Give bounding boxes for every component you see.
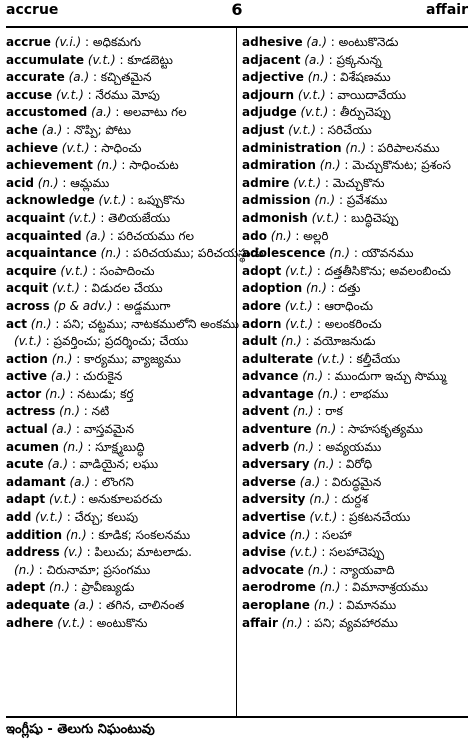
telugu-meaning: : ఒప్పుకొను bbox=[126, 193, 185, 208]
headword: actual bbox=[6, 422, 48, 437]
dictionary-entry bbox=[6, 439, 231, 457]
telugu-meaning: : అల్లరి bbox=[291, 228, 329, 243]
headword: advance bbox=[242, 369, 299, 384]
dictionary-entry bbox=[6, 140, 231, 158]
header-first-word: accrue bbox=[6, 2, 59, 18]
part-of-speech: (n.) bbox=[96, 158, 118, 173]
headword: adversity bbox=[242, 492, 306, 507]
dictionary-entry bbox=[242, 280, 467, 298]
part-of-speech: (n.) bbox=[59, 404, 80, 419]
telugu-meaning: : పని; చట్టము; నాటకములోని అంకము bbox=[51, 316, 240, 331]
headword: acquire bbox=[6, 263, 57, 278]
dictionary-entry bbox=[242, 509, 467, 527]
dictionary-entry bbox=[242, 456, 467, 474]
telugu-meaning: : దత్తు bbox=[326, 281, 361, 296]
telugu-meaning: : సూక్ష్మబుద్ధి bbox=[83, 439, 145, 454]
part-of-speech: (n.) bbox=[307, 70, 329, 85]
telugu-meaning: : కూడిక; సంకలనము bbox=[86, 527, 191, 542]
dictionary-entry bbox=[6, 544, 231, 579]
part-of-speech: (v.t.) bbox=[55, 87, 84, 102]
telugu-meaning: : మెచ్చుకొను bbox=[321, 175, 385, 190]
entry-continuation bbox=[6, 562, 231, 580]
headword: adjourn bbox=[242, 87, 295, 102]
part-of-speech: (a.) bbox=[50, 369, 72, 384]
headword: adoption bbox=[242, 281, 303, 296]
part-of-speech: (n.) bbox=[44, 386, 66, 401]
part-of-speech: (n.) bbox=[292, 404, 314, 419]
dictionary-entry bbox=[6, 192, 231, 210]
headword: advantage bbox=[242, 386, 314, 401]
telugu-meaning: : ప్రావీణ్యుడు bbox=[69, 580, 135, 595]
telugu-meaning: : అడ్డముగా bbox=[112, 298, 171, 313]
headword: acquit bbox=[6, 281, 49, 296]
part-of-speech: (v.t.) bbox=[289, 545, 318, 560]
telugu-meaning: : విశేషణము bbox=[328, 70, 391, 85]
part-of-speech: (a.) bbox=[51, 422, 73, 437]
part-of-speech: (a.) bbox=[299, 474, 321, 489]
telugu-meaning: : అవ్యయము bbox=[313, 439, 382, 454]
telugu-meaning: : కచ్చితమైన bbox=[89, 70, 152, 85]
telugu-meaning: : కల్తీచేయు bbox=[344, 351, 401, 366]
part-of-speech: (v.) bbox=[63, 545, 83, 560]
telugu-meaning: : రాక bbox=[313, 404, 343, 419]
part-of-speech: (n.) bbox=[270, 228, 292, 243]
dictionary-entry bbox=[6, 386, 231, 404]
part-of-speech: (v.t.) bbox=[52, 281, 80, 296]
headword: adept bbox=[6, 580, 46, 595]
part-of-speech: (n.) bbox=[307, 562, 329, 577]
dictionary-entry bbox=[242, 562, 467, 580]
headword: admonish bbox=[242, 210, 308, 225]
book-title-footer: ఇంగ్లీషు - తెలుగు నిఘంటువు bbox=[6, 722, 155, 737]
headword: advent bbox=[242, 404, 289, 419]
dictionary-entry bbox=[242, 421, 467, 439]
part-of-speech: (n.) bbox=[302, 369, 324, 384]
headword: accurate bbox=[6, 70, 65, 85]
dictionary-entry bbox=[242, 263, 467, 281]
telugu-meaning: : సలహాచెప్పు bbox=[317, 545, 385, 560]
part-of-speech: (n.) bbox=[315, 422, 337, 437]
dictionary-entry bbox=[6, 403, 231, 421]
headword: acquaintance bbox=[6, 246, 97, 261]
part-of-speech: (v.t.) bbox=[288, 122, 316, 137]
dictionary-entry bbox=[242, 34, 467, 52]
header-rule bbox=[6, 26, 468, 28]
part-of-speech: (n.) bbox=[280, 334, 302, 349]
telugu-meaning: : సాధించు bbox=[89, 140, 142, 155]
part-of-speech: (v.t.) bbox=[293, 175, 322, 190]
page-number: 6 bbox=[231, 0, 243, 19]
headword: adopt bbox=[242, 263, 282, 278]
dictionary-entry bbox=[6, 52, 231, 70]
telugu-meaning: : లొంగని bbox=[90, 474, 134, 489]
dictionary-entry bbox=[242, 140, 467, 158]
part-of-speech: (a.) bbox=[304, 52, 325, 67]
telugu-meaning: : లాభము bbox=[338, 386, 389, 401]
dictionary-entry bbox=[6, 175, 231, 193]
dictionary-entry bbox=[6, 87, 231, 105]
telugu-meaning: : అలంకరించు bbox=[313, 316, 382, 331]
part-of-speech: (n.) bbox=[48, 580, 70, 595]
part-of-speech: (v.t.) bbox=[35, 510, 63, 525]
telugu-meaning: : యౌవనము bbox=[350, 246, 414, 261]
headword: administration bbox=[242, 140, 342, 155]
headword: adjust bbox=[242, 122, 285, 137]
headword: addition bbox=[6, 527, 63, 542]
telugu-meaning: : తీర్పుచెప్పు bbox=[328, 105, 391, 120]
headword: action bbox=[6, 351, 48, 366]
part-of-speech: (n.) bbox=[309, 492, 331, 507]
part-of-speech: (v.t.) bbox=[300, 105, 329, 120]
part-of-speech: (n.) bbox=[14, 562, 35, 577]
dictionary-entry bbox=[242, 544, 467, 562]
telugu-meaning: : దుర్దశ bbox=[330, 492, 369, 507]
headword: accuse bbox=[6, 87, 53, 102]
headword: actress bbox=[6, 404, 56, 419]
dictionary-entry bbox=[242, 439, 467, 457]
telugu-meaning: : అనుకూలపరచు bbox=[76, 492, 163, 507]
headword: adorn bbox=[242, 316, 282, 331]
headword: acute bbox=[6, 457, 44, 472]
part-of-speech: (a.) bbox=[47, 457, 68, 472]
headword: add bbox=[6, 510, 32, 525]
part-of-speech: (v.i.) bbox=[54, 35, 82, 49]
dictionary-entry bbox=[6, 615, 231, 633]
dictionary-entry bbox=[6, 280, 231, 298]
part-of-speech: (a.) bbox=[41, 122, 63, 137]
headword: ado bbox=[242, 228, 267, 243]
dictionary-entry bbox=[242, 579, 467, 597]
header-last-word: affair bbox=[426, 2, 468, 18]
dictionary-entry bbox=[6, 509, 231, 527]
telugu-meaning: : పరిచయము; పరిచయస్థుడు bbox=[121, 246, 264, 261]
headword: admission bbox=[242, 193, 311, 208]
part-of-speech: (p & adv.) bbox=[53, 298, 113, 313]
telugu-meaning: : ప్రక్కనున్న bbox=[324, 52, 382, 67]
telugu-meaning: : వాడియైన; లఘు bbox=[68, 457, 159, 472]
part-of-speech: (n.) bbox=[306, 281, 327, 296]
headword: adulterate bbox=[242, 351, 314, 366]
headword: adversary bbox=[242, 457, 310, 472]
dictionary-entry bbox=[242, 69, 467, 87]
telugu-meaning: : అలవాటు గల bbox=[111, 105, 187, 120]
part-of-speech: (n.) bbox=[345, 140, 367, 155]
part-of-speech: (a.) bbox=[68, 70, 90, 85]
telugu-meaning: : కూడబెట్టు bbox=[115, 52, 173, 67]
dictionary-entry bbox=[6, 474, 231, 492]
headword: adjudge bbox=[242, 105, 297, 120]
dictionary-entry bbox=[6, 228, 231, 246]
telugu-meaning: : విమానాశ్రయము bbox=[340, 580, 429, 595]
right-column bbox=[242, 34, 467, 632]
telugu-meaning: : సలహా bbox=[310, 527, 352, 542]
dictionary-entry bbox=[6, 210, 231, 228]
part-of-speech: (v.t.) bbox=[285, 263, 313, 278]
telugu-meaning: : సంపాదించు bbox=[88, 263, 155, 278]
headword: adore bbox=[242, 298, 281, 313]
telugu-meaning: : సాధించుట bbox=[117, 158, 179, 173]
headword: adhesive bbox=[242, 35, 303, 49]
part-of-speech: (n.) bbox=[281, 615, 303, 630]
headword: adventure bbox=[242, 422, 312, 437]
headword: advise bbox=[242, 545, 286, 560]
telugu-meaning: : చురుకైన bbox=[71, 369, 123, 384]
dictionary-entry bbox=[6, 298, 231, 316]
part-of-speech: (a.) bbox=[73, 598, 95, 612]
dictionary-entry bbox=[6, 491, 231, 509]
part-of-speech: (n.) bbox=[100, 246, 122, 261]
dictionary-entry bbox=[242, 52, 467, 70]
telugu-meaning: : విరోధి bbox=[334, 457, 373, 472]
dictionary-entry bbox=[6, 456, 231, 474]
dictionary-entry bbox=[242, 368, 467, 386]
telugu-meaning: : తగిన, చాలినంత bbox=[94, 598, 185, 612]
part-of-speech: (v.t.) bbox=[48, 492, 77, 507]
part-of-speech: (n.) bbox=[65, 527, 87, 542]
telugu-meaning: : పని; వ్యవహారము bbox=[302, 615, 398, 630]
headword: across bbox=[6, 298, 50, 313]
part-of-speech: (v.t.) bbox=[87, 52, 116, 67]
dictionary-entry bbox=[6, 316, 240, 351]
telugu-meaning: : విరుద్ధమైన bbox=[320, 474, 382, 489]
headword: act bbox=[6, 316, 27, 331]
telugu-meaning: : పిలుచు; మాటలాడు. bbox=[82, 545, 192, 560]
headword: adhere bbox=[6, 615, 54, 630]
headword: adamant bbox=[6, 474, 66, 489]
part-of-speech: (n.) bbox=[289, 527, 311, 542]
telugu-meaning: : ప్రకటనచేయు bbox=[337, 510, 411, 525]
headword: adapt bbox=[6, 492, 46, 507]
part-of-speech: (v.t.) bbox=[57, 615, 86, 630]
headword: acumen bbox=[6, 439, 59, 454]
part-of-speech: (n.) bbox=[314, 193, 336, 208]
part-of-speech: (a.) bbox=[69, 474, 91, 489]
dictionary-entry bbox=[242, 210, 467, 228]
headword: accumulate bbox=[6, 52, 84, 67]
headword: accrue bbox=[6, 35, 51, 49]
headword: address bbox=[6, 545, 60, 560]
part-of-speech: (v.t.) bbox=[285, 316, 314, 331]
telugu-meaning: : పరిపాలనము bbox=[366, 140, 440, 155]
telugu-meaning: : ముందుగా ఇచ్చు సొమ్ము bbox=[323, 369, 447, 384]
part-of-speech: (n.) bbox=[30, 316, 52, 331]
dictionary-entry bbox=[6, 157, 231, 175]
dictionary-entry bbox=[242, 597, 467, 615]
dictionary-entry bbox=[6, 351, 231, 369]
part-of-speech: (n.) bbox=[317, 386, 339, 401]
dictionary-entry bbox=[242, 228, 467, 246]
headword: adolescence bbox=[242, 246, 326, 261]
headword: adult bbox=[242, 334, 278, 349]
headword: active bbox=[6, 369, 48, 384]
telugu-meaning: : న్యాయవాది bbox=[328, 562, 395, 577]
telugu-meaning: : సరిచేయు bbox=[315, 122, 372, 137]
dictionary-entry bbox=[242, 474, 467, 492]
headword: advocate bbox=[242, 562, 304, 577]
telugu-meaning: : అంటుకొనెడు bbox=[326, 35, 399, 49]
telugu-meaning: : చేర్చు; కలుపు bbox=[62, 510, 139, 525]
headword: affair bbox=[242, 615, 278, 630]
telugu-meaning: : విమానము bbox=[334, 598, 397, 612]
dictionary-entry bbox=[6, 368, 231, 386]
dictionary-entry bbox=[242, 298, 467, 316]
telugu-meaning: : సాహసకృత్యము bbox=[336, 422, 423, 437]
part-of-speech: (v.t.) bbox=[60, 263, 89, 278]
headword: adequate bbox=[6, 598, 70, 612]
dictionary-entry bbox=[242, 527, 467, 545]
part-of-speech: (n.) bbox=[329, 246, 350, 261]
telugu-meaning: : అంటుకొను bbox=[85, 615, 148, 630]
telugu-meaning: : విడుదల చేయు bbox=[79, 281, 163, 296]
telugu-meaning: : నేరము మోపు bbox=[83, 87, 160, 102]
telugu-meaning: : వయోజనుడు bbox=[301, 334, 376, 349]
headword: adverb bbox=[242, 439, 290, 454]
headword: adjective bbox=[242, 70, 304, 85]
telugu-meaning: : దత్తతీసికొను; అవలంబించు bbox=[312, 263, 451, 278]
telugu-meaning: : వాస్తవమైన bbox=[72, 422, 135, 437]
part-of-speech: (n.) bbox=[51, 351, 73, 366]
telugu-meaning: : మెచ్చుకొనుట; ప్రశంస bbox=[340, 158, 451, 173]
dictionary-entry bbox=[6, 597, 231, 615]
part-of-speech: (v.t.) bbox=[297, 87, 326, 102]
part-of-speech: (n.) bbox=[313, 457, 335, 472]
part-of-speech: (n.) bbox=[292, 439, 314, 454]
dictionary-entry bbox=[242, 615, 467, 633]
part-of-speech: (v.t.) bbox=[316, 351, 345, 366]
telugu-meaning: : ప్రవేశము bbox=[335, 193, 388, 208]
telugu-meaning: : బుద్ధిచెప్పు bbox=[339, 210, 399, 225]
headword: acid bbox=[6, 175, 34, 190]
dictionary-entry bbox=[6, 527, 231, 545]
dictionary-entry bbox=[6, 245, 264, 263]
dictionary-entry bbox=[242, 351, 467, 369]
headword: achievement bbox=[6, 158, 93, 173]
headword: achieve bbox=[6, 140, 58, 155]
headword: advertise bbox=[242, 510, 306, 525]
dictionary-entry bbox=[242, 104, 467, 122]
dictionary-entry bbox=[6, 69, 231, 87]
part-of-speech: (v.t.) bbox=[311, 210, 340, 225]
telugu-meaning: : తెలియజేయు bbox=[96, 210, 171, 225]
part-of-speech: (v.t.) bbox=[68, 210, 97, 225]
dictionary-entry bbox=[6, 421, 231, 439]
dictionary-entry bbox=[242, 192, 467, 210]
dictionary-entry bbox=[6, 34, 231, 52]
dictionary-entry bbox=[6, 104, 231, 122]
part-of-speech: (a.) bbox=[85, 228, 106, 243]
headword: admiration bbox=[242, 158, 316, 173]
part-of-speech: (v.t.) bbox=[284, 298, 313, 313]
headword: adverse bbox=[242, 474, 296, 489]
dictionary-entry bbox=[242, 386, 467, 404]
dictionary-entry bbox=[6, 263, 231, 281]
headword: admire bbox=[242, 175, 290, 190]
entry-continuation bbox=[6, 333, 231, 351]
headword: acquainted bbox=[6, 228, 82, 243]
dictionary-entry bbox=[242, 316, 467, 334]
dictionary-entry bbox=[242, 245, 467, 263]
telugu-meaning: : ప్రవర్తించు; ప్రదర్శించు; చేయు bbox=[41, 334, 189, 349]
dictionary-entry bbox=[6, 579, 231, 597]
part-of-speech: (v.t.) bbox=[98, 193, 127, 208]
telugu-meaning: : నటి bbox=[79, 404, 110, 419]
telugu-meaning: : నటుడు; కర్త bbox=[65, 386, 134, 401]
dictionary-entry bbox=[242, 87, 467, 105]
headword: advice bbox=[242, 527, 286, 542]
headword: acquaint bbox=[6, 210, 65, 225]
part-of-speech: (v.t.) bbox=[309, 510, 338, 525]
telugu-meaning: : చిరునామా; ప్రసంగము bbox=[34, 562, 151, 577]
page-header bbox=[0, 0, 474, 28]
telugu-meaning: : పరిచయము గల bbox=[105, 228, 194, 243]
dictionary-entry bbox=[242, 157, 467, 175]
dictionary-entry bbox=[242, 491, 467, 509]
footer-rule bbox=[6, 716, 468, 718]
dictionary-entry bbox=[6, 122, 231, 140]
dictionary-entry bbox=[242, 403, 467, 421]
part-of-speech: (n.) bbox=[313, 598, 335, 612]
column-divider bbox=[236, 28, 237, 716]
headword: ache bbox=[6, 122, 38, 137]
telugu-meaning: : అధికమగు bbox=[81, 35, 142, 49]
dictionary-entry bbox=[242, 175, 467, 193]
headword: adjacent bbox=[242, 52, 301, 67]
part-of-speech: (n.) bbox=[319, 158, 341, 173]
dictionary-entry bbox=[242, 333, 467, 351]
telugu-meaning: : కార్యము; వ్యాజ్యము bbox=[72, 351, 181, 366]
headword: acknowledge bbox=[6, 193, 95, 208]
telugu-meaning: : నొప్పి; పోటు bbox=[62, 122, 132, 137]
part-of-speech: (n.) bbox=[319, 580, 341, 595]
part-of-speech: (v.t.) bbox=[14, 334, 42, 349]
telugu-meaning: : ఆమ్లము bbox=[58, 175, 110, 190]
part-of-speech: (a.) bbox=[91, 105, 112, 120]
headword: actor bbox=[6, 386, 42, 401]
part-of-speech: (n.) bbox=[62, 439, 84, 454]
headword: aerodrome bbox=[242, 580, 316, 595]
telugu-meaning: : ఆరాధించు bbox=[312, 298, 373, 313]
part-of-speech: (n.) bbox=[37, 175, 59, 190]
headword: accustomed bbox=[6, 105, 88, 120]
telugu-meaning: : వాయిదావేయు bbox=[325, 87, 406, 102]
dictionary-entry bbox=[242, 122, 467, 140]
headword: aeroplane bbox=[242, 598, 310, 612]
part-of-speech: (v.t.) bbox=[61, 140, 90, 155]
part-of-speech: (a.) bbox=[306, 35, 327, 49]
